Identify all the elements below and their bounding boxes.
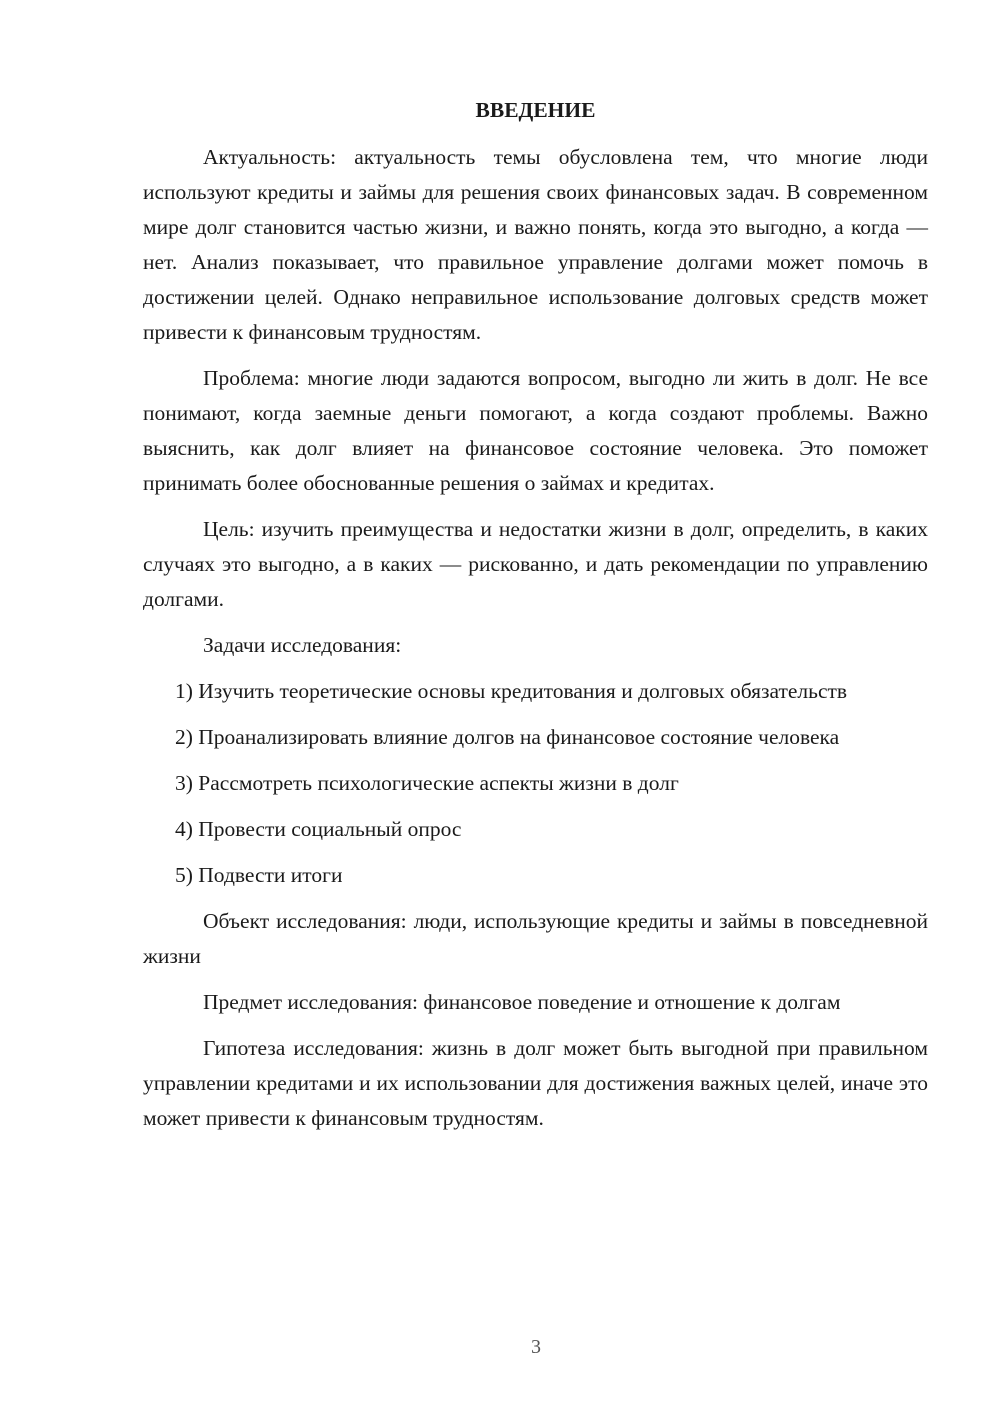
task-item: 1) Изучить теоретические основы кредитования и долговых обязательств	[175, 679, 848, 703]
task-item: 2) Проанализировать влияние долгов на финансовое состояние человека	[175, 725, 840, 749]
relevance-paragraph: Актуальность: актуальность темы обусловлена тем, что многие люди используют кредиты и займы для решения своих финансовых задач. В современном мире долг становится частью жизни, и важно понять, когда это выгодно, а когда — нет. Анализ показывает, что правильное управление долгами может помочь в достижении целей. Однако неправильное использование долговых средств может привести к финансовым трудностям.	[143, 145, 928, 344]
document-body	[143, 96, 928, 1147]
task-item: 3) Рассмотреть психологические аспекты жизни в долг	[175, 771, 679, 795]
page-number: 3	[531, 1336, 541, 1358]
problem-paragraph: Проблема: многие люди задаются вопросом, выгодно ли жить в долг. Не все понимают, когда заемные деньги помогают, а когда создают проблемы. Важно выяснить, как долг влияет на финансовое состояние человека. Это поможет принимать более обоснованные решения о займах и кредитах.	[143, 366, 928, 495]
tasks-heading: Задачи исследования:	[203, 633, 402, 657]
object-paragraph: Объект исследования: люди, использующие кредиты и займы в повседневной жизни	[143, 909, 928, 968]
task-item: 4) Провести социальный опрос	[175, 817, 462, 841]
hypothesis-paragraph: Гипотеза исследования: жизнь в долг может быть выгодной при правильном управлении кредитами и их использовании для достижения важных целей, иначе это может привести к финансовым трудностям.	[143, 1036, 928, 1130]
task-item: 5) Подвести итоги	[175, 863, 343, 887]
goal-paragraph: Цель: изучить преимущества и недостатки жизни в долг, определить, в каких случаях это выгодно, а в каких — рискованно, и дать рекомендации по управлению долгами.	[143, 517, 928, 611]
section-title: ВВЕДЕНИЕ	[475, 98, 596, 122]
subject-paragraph: Предмет исследования: финансовое поведение и отношение к долгам	[203, 990, 841, 1014]
